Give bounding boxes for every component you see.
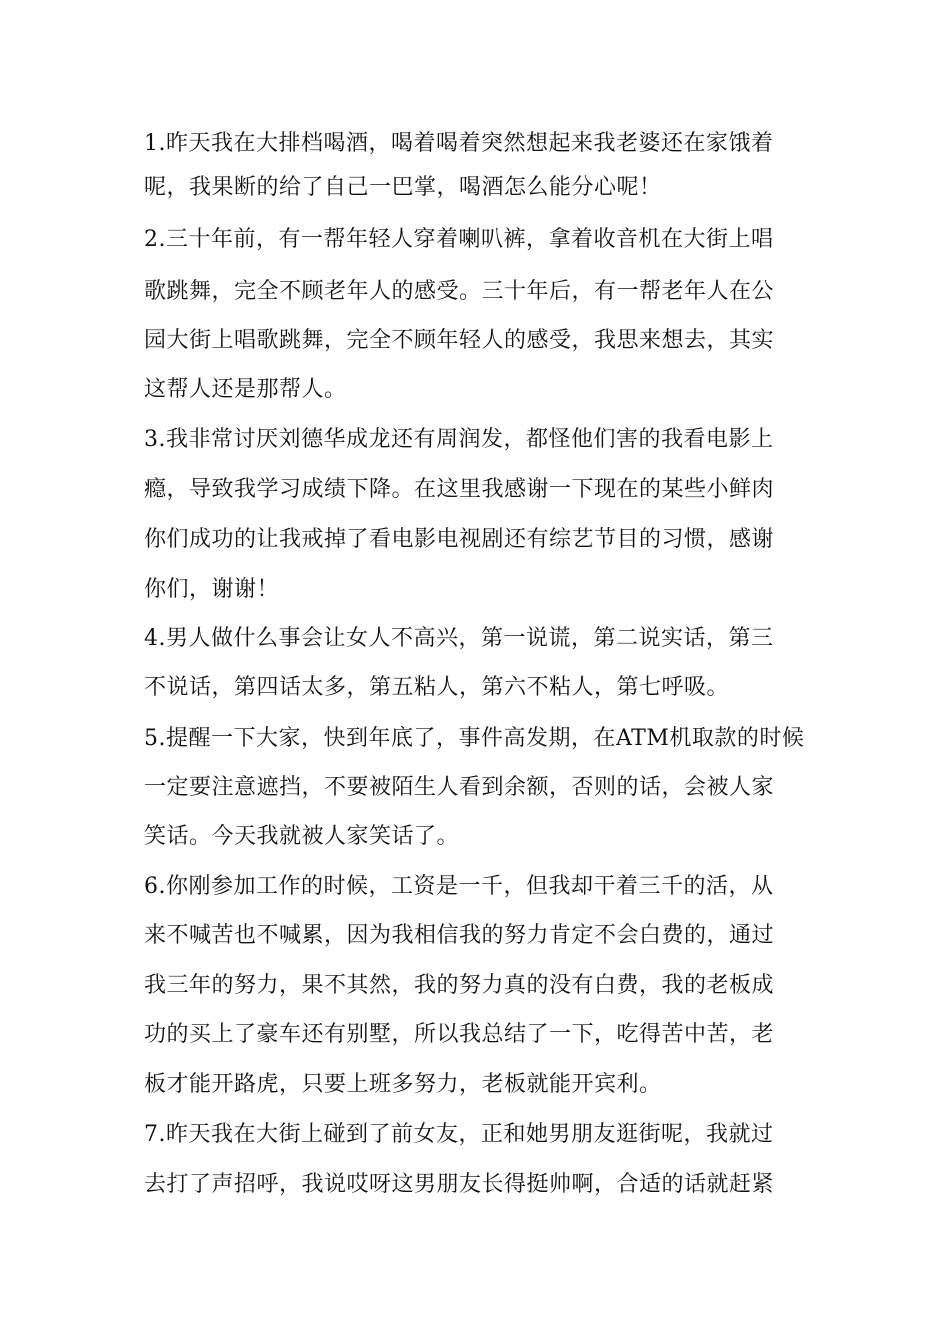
text-line: 呢，我果断的给了自己一巴掌，喝酒怎么能分心呢！ <box>144 175 662 200</box>
text-line: 功的买上了豪车还有别墅，所以我总结了一下，吃得苦中苦，老 <box>144 1022 775 1047</box>
text-line: 7.昨天我在大街上碰到了前女友，正和她男朋友逛街呢，我就过 <box>144 1122 774 1147</box>
text-line: 我三年的努力，果不其然，我的努力真的没有白费，我的老板成 <box>144 973 775 998</box>
text-line: 5.提醒一下大家，快到年底了，事件高发期，在ATM机取款的时候 <box>144 726 805 751</box>
text-line: 你们成功的让我戒掉了看电影电视剧还有综艺节目的习惯，感谢 <box>144 527 775 552</box>
text-line: 3.我非常讨厌刘德华成龙还有周润发，都怪他们害的我看电影上 <box>144 427 774 452</box>
text-line: 一定要注意遮挡，不要被陌生人看到余额，否则的话，会被人家 <box>144 775 775 800</box>
text-line: 板才能开路虎，只要上班多努力，老板就能开宾利。 <box>144 1072 662 1097</box>
text-line: 2.三十年前，有一帮年轻人穿着喇叭裤，拿着收音机在大街上唱 <box>144 227 774 252</box>
text-line: 笑话。今天我就被人家笑话了。 <box>144 824 460 849</box>
text-line: 不说话，第四话太多，第五粘人，第六不粘人，第七呼吸。 <box>144 675 730 700</box>
text-line: 你们，谢谢！ <box>144 577 280 602</box>
text-line: 1.昨天我在大排档喝酒，喝着喝着突然想起来我老婆还在家饿着 <box>144 131 774 156</box>
text-line: 去打了声招呼，我说哎呀这男朋友长得挺帅啊，合适的话就赶紧 <box>144 1172 775 1197</box>
text-line: 瘾，导致我学习成绩下降。在这里我感谢一下现在的某些小鲜肉 <box>144 477 775 502</box>
text-line: 4.男人做什么事会让女人不高兴，第一说谎，第二说实话，第三 <box>144 626 774 651</box>
text-line: 园大街上唱歌跳舞，完全不顾年轻人的感受，我思来想去，其实 <box>144 328 775 353</box>
text-line: 歌跳舞，完全不顾老年人的感受。三十年后，有一帮老年人在公 <box>144 279 775 304</box>
text-line: 这帮人还是那帮人。 <box>144 377 347 402</box>
text-line: 来不喊苦也不喊累，因为我相信我的努力肯定不会白费的，通过 <box>144 923 775 948</box>
text-line: 6.你刚参加工作的时候，工资是一千，但我却干着三千的活，从 <box>144 874 774 899</box>
